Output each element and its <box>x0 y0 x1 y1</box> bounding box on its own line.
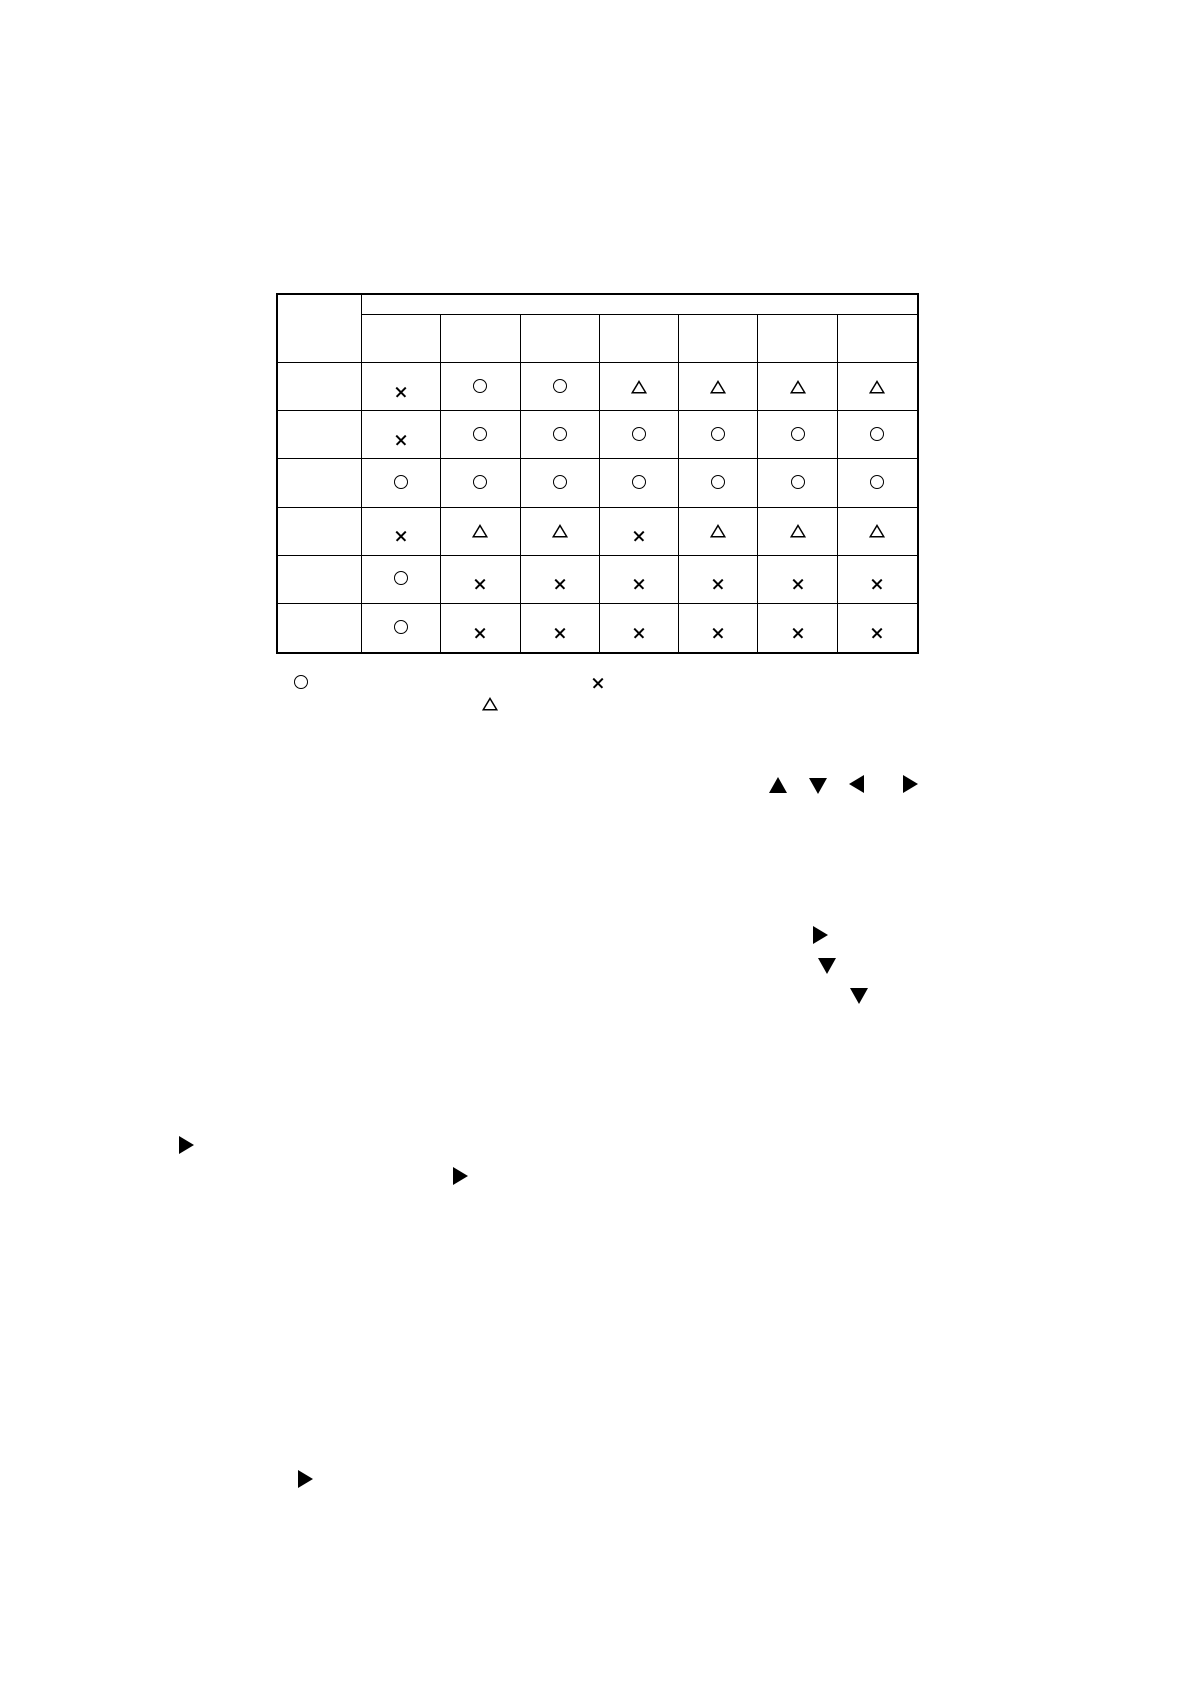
table-cell <box>600 363 679 411</box>
table-cell <box>441 459 520 507</box>
table-cell <box>679 411 758 459</box>
row-label <box>278 604 362 652</box>
triangle-icon <box>552 524 568 538</box>
circle-icon <box>870 427 884 441</box>
circle-icon <box>711 427 725 441</box>
column-header <box>521 315 600 363</box>
table-cell <box>758 556 837 604</box>
table-group-header <box>362 295 917 315</box>
table-cell <box>521 556 600 604</box>
circle-icon <box>791 475 805 489</box>
circle-icon <box>870 475 884 489</box>
circle-icon <box>473 427 487 441</box>
table-cell <box>521 363 600 411</box>
table-cell <box>600 459 679 507</box>
triangle-icon <box>710 380 726 394</box>
table-cell <box>838 363 917 411</box>
table-cell <box>600 508 679 556</box>
cross-icon <box>474 578 486 590</box>
table-cell <box>679 459 758 507</box>
circle-icon <box>553 475 567 489</box>
table-cell <box>758 604 837 652</box>
column-header <box>362 315 441 363</box>
table-cell <box>441 363 520 411</box>
table-cell <box>838 459 917 507</box>
table-cell <box>441 556 520 604</box>
table-cell <box>758 363 837 411</box>
cross-icon <box>395 530 407 542</box>
cross-icon <box>792 627 804 639</box>
circle-icon <box>394 475 408 489</box>
circle-icon <box>553 427 567 441</box>
cross-icon <box>633 530 645 542</box>
table-cell <box>838 604 917 652</box>
cross-icon <box>554 578 566 590</box>
cross-icon <box>395 434 407 446</box>
table-cell <box>679 556 758 604</box>
circle-icon <box>553 379 567 393</box>
triangle-icon <box>631 380 647 394</box>
triangle-icon <box>869 524 885 538</box>
compatibility-table <box>276 293 919 654</box>
triangle-icon <box>869 380 885 394</box>
table-cell <box>521 459 600 507</box>
table-cell <box>362 604 441 652</box>
table-cell <box>838 556 917 604</box>
table-cell <box>600 604 679 652</box>
circle-icon <box>394 571 408 585</box>
triangle-icon <box>710 524 726 538</box>
circle-icon <box>632 427 646 441</box>
row-label <box>278 508 362 556</box>
down-arrow-icon <box>818 958 836 974</box>
cross-icon <box>633 627 645 639</box>
legend-circle-icon <box>294 675 308 689</box>
right-arrow-icon <box>813 926 828 944</box>
table-cell <box>679 604 758 652</box>
left-arrow-icon <box>849 775 864 793</box>
cross-icon <box>792 578 804 590</box>
right-arrow-icon <box>903 775 918 793</box>
column-header <box>838 315 917 363</box>
table-cell <box>838 508 917 556</box>
table-cell <box>758 411 837 459</box>
column-header <box>441 315 520 363</box>
down-arrow-icon <box>850 988 868 1004</box>
cross-icon <box>871 578 883 590</box>
circle-icon <box>473 475 487 489</box>
down-arrow-icon <box>809 778 827 794</box>
table-cell <box>838 411 917 459</box>
circle-icon <box>711 475 725 489</box>
table-cell <box>362 363 441 411</box>
row-label <box>278 363 362 411</box>
table-cell <box>521 508 600 556</box>
table-cell <box>362 459 441 507</box>
cross-icon <box>712 578 724 590</box>
up-arrow-icon <box>769 777 787 793</box>
right-arrow-icon <box>179 1136 194 1154</box>
table-cell <box>362 556 441 604</box>
table-cell <box>362 411 441 459</box>
circle-icon <box>632 475 646 489</box>
legend-cross-icon <box>592 677 604 689</box>
row-label <box>278 556 362 604</box>
column-header <box>679 315 758 363</box>
cross-icon <box>474 627 486 639</box>
circle-icon <box>791 427 805 441</box>
column-header <box>758 315 837 363</box>
cross-icon <box>712 627 724 639</box>
triangle-icon <box>472 524 488 538</box>
right-arrow-icon <box>298 1470 313 1488</box>
table-corner-header <box>278 295 362 363</box>
table-cell <box>441 508 520 556</box>
table-cell <box>758 508 837 556</box>
cross-icon <box>554 627 566 639</box>
table-cell <box>441 604 520 652</box>
table-cell <box>679 363 758 411</box>
table-cell <box>679 508 758 556</box>
table-cell <box>521 411 600 459</box>
row-label <box>278 459 362 507</box>
cross-icon <box>633 578 645 590</box>
cross-icon <box>395 386 407 398</box>
circle-icon <box>394 620 408 634</box>
table-cell <box>362 508 441 556</box>
table-cell <box>521 604 600 652</box>
table-cell <box>600 411 679 459</box>
cross-icon <box>871 627 883 639</box>
triangle-icon <box>790 380 806 394</box>
table-cell <box>441 411 520 459</box>
column-header <box>600 315 679 363</box>
circle-icon <box>473 379 487 393</box>
row-label <box>278 411 362 459</box>
table-cell <box>600 556 679 604</box>
table-cell <box>758 459 837 507</box>
triangle-icon <box>790 524 806 538</box>
legend-triangle-icon <box>482 697 498 711</box>
right-arrow-icon <box>453 1167 468 1185</box>
